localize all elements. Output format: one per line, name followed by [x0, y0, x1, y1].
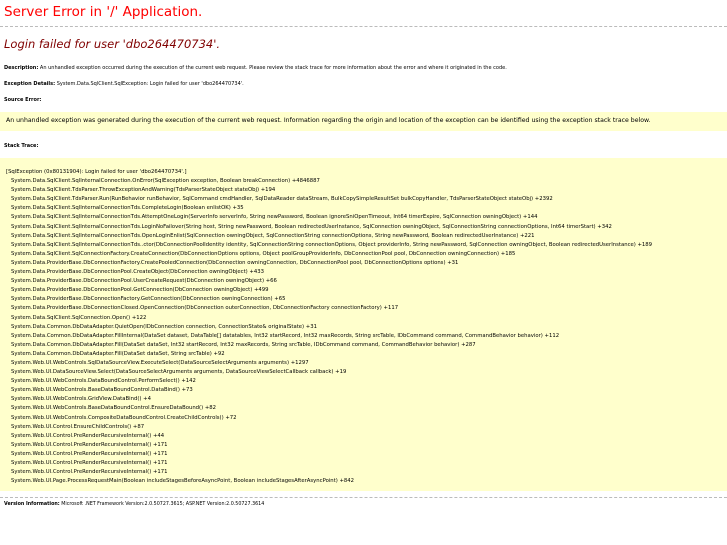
version-text: Microsoft .NET Framework Version:2.0.50727.3615; ASP.NET Version:2.0.50727.3614 [59, 502, 265, 508]
stack-trace-line: System.Web.UI.WebControls.CompositeDataBoundControl.CreateChildControls() +72 [6, 414, 237, 421]
stack-trace-line: System.Web.UI.Control.PreRenderRecursiveInternal() +171 [6, 460, 168, 466]
stack-trace-line: System.Web.UI.DataSourceView.Select(DataSourceSelectArguments arguments, DataSourceViewSelectCallback callback) +19 [6, 369, 347, 376]
stack-trace-line: System.Web.UI.WebControls.SqlDataSourceView.ExecuteSelect(DataSourceSelectArguments arguments) +1297 [6, 359, 309, 366]
page-title: Server Error in '/' Application. [4, 4, 203, 20]
stack-trace-line: System.Web.UI.Control.EnsureChildControls() +87 [6, 423, 145, 430]
stack-trace-line: System.Web.UI.Page.ProcessRequestMain(Boolean includeStagesBeforeAsyncPoint, Boolean includeStagesAfterAsyncPoint) +842 [6, 478, 355, 485]
version-label: Version Information: [4, 502, 60, 508]
description-text: An unhandled exception occurred during the execution of the current web request. Please review the stack trace for more information about the error and where it originated in the code. [38, 65, 507, 71]
exception-details-row [4, 81, 727, 88]
stack-trace-line: System.Data.SqlClient.SqlInternalConnectionTds.CompleteLogin(Boolean enlistOK) +35 [6, 205, 244, 212]
error-message-heading: Login failed for user 'dbo264470734'. [4, 37, 221, 51]
stack-trace-line: System.Data.SqlClient.SqlConnection.Open() +122 [6, 314, 147, 321]
version-information [4, 501, 727, 508]
stack-trace-line: System.Web.UI.WebControls.BaseDataBoundControl.DataBind() +73 [6, 387, 193, 394]
source-error-box: An unhandled exception was generated during the execution of the current web request. Information regarding the origin and location of the exception can be identified using the exception stack trace below. [0, 112, 727, 131]
stack-trace-line: System.Data.SqlClient.TdsParser.ThrowExceptionAndWarning(TdsParserStateObject stateObj) +194 [6, 187, 276, 194]
footer-divider [0, 497, 727, 498]
stack-trace-line: System.Data.Common.DbDataAdapter.FillInternal(DataSet dataset, DataTable[] datatables, Int32 startRecord, Int32 maxRecords, String srcTable, IDbCommand command, CommandBehavior behavior) +112 [6, 332, 560, 339]
stack-trace-box [0, 158, 727, 491]
stack-trace-line: System.Web.UI.Control.PreRenderRecursiveInternal() +44 [6, 432, 165, 439]
stack-trace-line: System.Data.ProviderBase.DbConnectionFactory.CreatePooledConnection(DbConnection owningConnection, DbConnectionPool pool, DbConnectionOptions options) +31 [6, 259, 459, 266]
stack-trace-line: System.Data.ProviderBase.DbConnectionPool.CreateObject(DbConnection owningObject) +433 [6, 269, 264, 276]
stack-trace-line: System.Data.SqlClient.SqlConnectionFactory.CreateConnection(DbConnectionOptions options, Object poolGroupProviderInfo, DbConnectionPool pool, DbConnection owningConnection) +185 [6, 250, 516, 257]
stack-trace-line: System.Data.SqlClient.SqlInternalConnectionTds.AttemptOneLogin(ServerInfo serverInfo, String newPassword, Boolean ignoreSniOpenTimeout, Int64 timerExpire, SqlConnection owningObject) +144 [6, 214, 538, 221]
stack-trace-line: System.Data.ProviderBase.DbConnectionFactory.GetConnection(DbConnection owningConnection) +65 [6, 296, 286, 303]
stack-trace-line: System.Data.Common.DbDataAdapter.Fill(DataSet dataSet, String srcTable) +92 [6, 350, 225, 357]
stack-trace-line: System.Web.UI.WebControls.DataBoundControl.PerformSelect() +142 [6, 378, 196, 385]
stack-trace-line: System.Web.UI.Control.PreRenderRecursiveInternal() +171 [6, 441, 168, 448]
stack-trace-line: System.Data.ProviderBase.DbConnectionPool.UserCreateRequest(DbConnection owningObject) +66 [6, 278, 277, 285]
exception-details-label: Exception Details: [4, 81, 56, 87]
stack-trace-line: System.Data.ProviderBase.DbConnectionClosed.OpenConnection(DbConnection outerConnection, DbConnectionFactory connectionFactory) +117 [6, 305, 399, 312]
stack-trace-line: System.Data.Common.DbDataAdapter.QuietOpen(IDbConnection connection, ConnectionState& originalState) +31 [6, 323, 317, 330]
title-divider [0, 26, 727, 27]
stack-trace-line: System.Data.SqlClient.SqlInternalConnectionTds.OpenLoginEnlist(SqlConnection owningObject, SqlConnectionString connectionOptions, String newPassword, Boolean redirectedUserInstance) +221 [6, 232, 535, 239]
stack-trace-line: System.Data.SqlClient.TdsParser.Run(RunBehavior runBehavior, SqlCommand cmdHandler, SqlDataReader dataStream, BulkCopySimpleResultSet bulkCopyHandler, TdsParserStateObject stateObj) +2392 [6, 196, 553, 203]
stack-trace-line: System.Data.SqlClient.SqlInternalConnectionTds..ctor(DbConnectionPoolIdentity identity, SqlConnectionString connectionOptions, Object providerInfo, String newPassword, SqlConnection owningObject, Boolean redirectedUserInstance) +189 [6, 241, 653, 248]
stack-trace-row [4, 143, 727, 150]
stack-trace-line: [SqlException (0x80131904): Login failed for user 'dbo264470734'.] [6, 169, 187, 175]
error-details [4, 65, 727, 104]
stack-trace-line: System.Web.UI.WebControls.BaseDataBoundControl.EnsureDataBound() +82 [6, 405, 217, 412]
exception-details-text: System.Data.SqlClient.SqlException: Login failed for user 'dbo264470734'. [55, 81, 244, 87]
description-label: Description: [4, 65, 39, 71]
stack-trace-line: System.Data.ProviderBase.DbConnectionPool.GetConnection(DbConnection owningObject) +499 [6, 287, 269, 294]
stack-trace-line: System.Data.SqlClient.SqlInternalConnection.OnError(SqlException exception, Boolean breakConnection) +4846887 [6, 178, 320, 185]
stack-trace-line: System.Web.UI.WebControls.GridView.DataBind() +4 [6, 396, 151, 403]
stack-trace-line: System.Data.Common.DbDataAdapter.Fill(DataSet dataSet, Int32 startRecord, Int32 maxRecords, String srcTable, IDbCommand command, CommandBehavior behavior) +287 [6, 341, 476, 348]
description-row [4, 65, 727, 72]
source-error-label: Source Error: [4, 97, 42, 103]
stack-trace-line: System.Data.SqlClient.SqlInternalConnectionTds.LoginNoFailover(String host, String newPassword, Boolean redirectedUserInstance, SqlConnection owningObject, SqlConnectionString connectionOptions, Int64 timerStart) +342 [6, 223, 612, 230]
stack-trace-line: System.Web.UI.Control.PreRenderRecursiveInternal() +171 [6, 450, 168, 457]
stack-trace-label: Stack Trace: [4, 143, 39, 149]
source-error-row [4, 97, 727, 104]
stack-trace-line: System.Web.UI.Control.PreRenderRecursiveInternal() +171 [6, 469, 168, 476]
